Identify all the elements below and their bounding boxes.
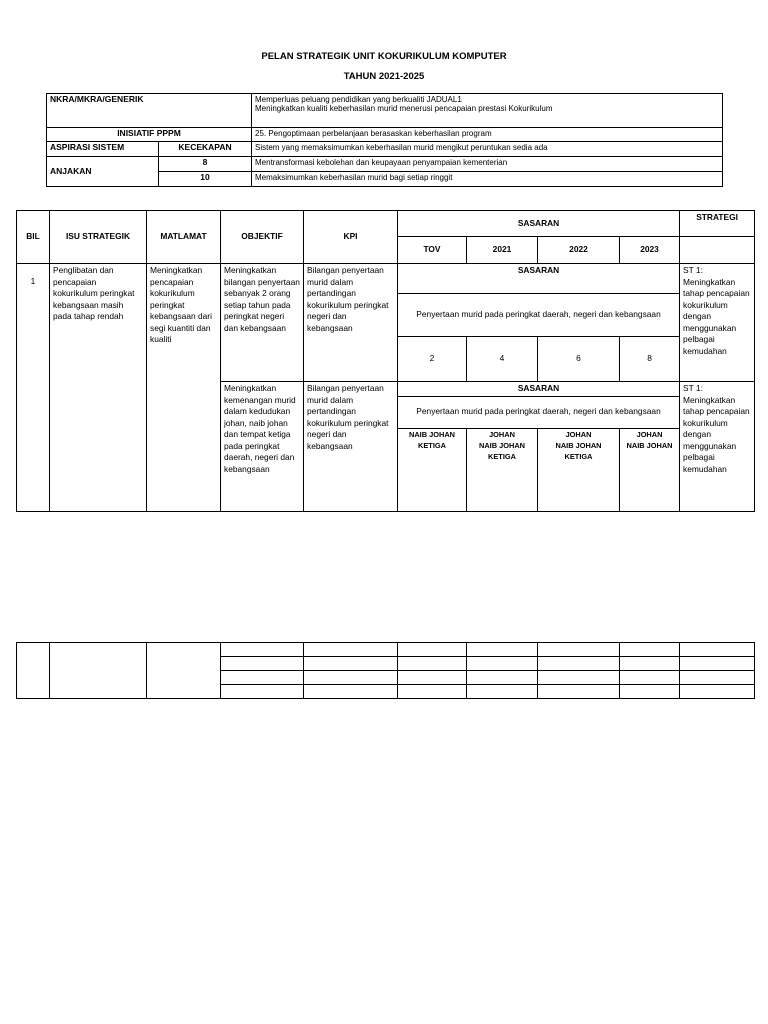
empty-cell [398,671,467,685]
target-2022-2-line-2: NAIB JOHAN [555,440,602,450]
row-sasaran-label-1: SASARAN [398,264,680,294]
header-year-2023: 2023 [620,237,680,264]
row-sasaran-desc-1: Penyertaan murid pada peringkat daerah, negeri dan kebangsaan [398,294,680,337]
empty-cell [304,657,398,671]
empty-table [16,642,755,699]
target-2023-2-line-1: JOHAN [636,429,663,439]
nkra-line-1: Memperluas peluang pendidikan yang berkualiti JADUAL1 [255,95,462,104]
row-strategi-2: ST 1: Meningkatkan tahap pencapaian kokurikulum dengan menggunakan pelbagai kemudahan [680,382,755,512]
empty-cell [680,685,755,699]
header-strategi: STRATEGI [680,211,755,237]
target-2021-2-line-3: KETIGA [488,451,516,461]
row-sasaran-desc-2: Penyertaan murid pada peringkat daerah, negeri dan kebangsaan [398,396,680,428]
target-2023-2 [620,428,680,511]
empty-cell [221,671,304,685]
empty-cell [304,671,398,685]
target-2022-1: 6 [538,337,620,382]
kecekapan-label: KECEKAPAN [159,142,252,157]
header-year-tov: TOV [398,237,467,264]
empty-cell [398,643,467,657]
document-year: TAHUN 2021-2025 [343,71,425,82]
empty-cell [467,657,538,671]
empty-cell [620,643,680,657]
target-tov-1: 2 [398,337,467,382]
empty-cell [680,671,755,685]
empty-cell [147,643,221,699]
header-bil: BIL [17,211,50,264]
row-isu-strategik: Penglibatan dan pencapaian kokurikulum peringkat kebangsaan masih pada tahap rendah [50,264,147,512]
empty-cell [221,685,304,699]
info-table [46,93,723,187]
inisiatif-value: 25. Pengoptimaan perbelanjaan berasaskan keberhasilan program [252,128,723,142]
anjakan-label: ANJAKAN [47,157,159,187]
anjakan-num-10: 10 [159,172,252,187]
empty-cell [50,643,147,699]
anjakan-num-8: 8 [159,157,252,172]
empty-cell [17,643,50,699]
empty-cell [304,643,398,657]
target-2021-2-line-1: JOHAN [489,429,515,439]
empty-cell [538,685,620,699]
target-tov-2 [398,428,467,511]
aspirasi-label: ASPIRASI SISTEM [47,142,159,157]
empty-cell [467,671,538,685]
row-objektif-1: Meningkatkan bilangan penyertaan sebanyak 2 orang setiap tahun pada peringkat negeri dan kebangsaan [221,264,304,382]
row-kpi-2: Bilangan penyertaan murid dalam pertandingan kokurikulum peringkat negeri dan kebangsaan [304,382,398,512]
row-sasaran-label-2: SASARAN [398,382,680,397]
empty-cell [398,685,467,699]
empty-cell [620,685,680,699]
anjakan-8-value: Mentransformasi kebolehan dan keupayaan penyampaian kementerian [252,157,723,172]
anjakan-10-value: Memaksimumkan keberhasilan murid bagi setiap ringgit [252,172,723,187]
target-2021-1: 4 [467,337,538,382]
empty-cell [467,685,538,699]
empty-cell [467,643,538,657]
header-objektif: OBJEKTIF [221,211,304,264]
nkra-value [252,94,723,128]
empty-cell [680,643,755,657]
empty-cell [620,671,680,685]
header-kpi: KPI [304,211,398,264]
target-2022-2-line-1: JOHAN [565,429,592,439]
empty-cell [538,671,620,685]
target-tov-2-line-1: NAIB JOHAN [409,429,455,439]
nkra-label: NKRA/MKRA/GENERIK [47,94,252,128]
empty-cell [538,643,620,657]
row-matlamat: Meningkatkan pencapaian kokurikulum peringkat kebangsaan dari segi kuantiti dan kualiti [147,264,221,512]
empty-cell [221,657,304,671]
target-2023-2-line-2: NAIB JOHAN [626,440,673,450]
target-2023-1: 8 [620,337,680,382]
header-isu-strategik: ISU STRATEGIK [50,211,147,264]
aspirasi-value: Sistem yang memaksimumkan keberhasilan murid mengikut peruntukan sedia ada [252,142,723,157]
nkra-line-2: Meningkatkan kualiti keberhasilan murid menerusi pencapaian prestasi Kokurikulum [255,104,553,113]
inisiatif-label: INISIATIF PPPM [47,128,252,142]
row-objektif-2: Meningkatkan kemenangan murid dalam kedudukan johan, naib johan dan tempat ketiga pada peringkat daerah, negeri dan kebangsaan [221,382,304,512]
target-2022-2-line-3: KETIGA [564,451,593,461]
document-title: PELAN STRATEGIK UNIT KOKURIKULUM KOMPUTER [261,51,507,62]
header-matlamat: MATLAMAT [147,211,221,264]
target-2021-2 [467,428,538,511]
header-year-2022: 2022 [538,237,620,264]
row-strategi-1: ST 1: Meningkatkan tahap pencapaian kokurikulum dengan menggunakan pelbagai kemudahan [680,264,755,382]
empty-cell [221,643,304,657]
row-kpi-1: Bilangan penyertaan murid dalam pertandingan kokurikulum peringkat negeri dan kebangsaan [304,264,398,382]
empty-cell [620,657,680,671]
header-year-2021: 2021 [467,237,538,264]
header-strategi-blank [680,237,755,264]
empty-cell [398,657,467,671]
target-tov-2-line-2: KETIGA [418,440,446,450]
row-bil: 1 [17,264,50,512]
strategic-plan-table [16,210,755,512]
target-2021-2-line-2: NAIB JOHAN [479,440,525,450]
empty-cell [304,685,398,699]
header-sasaran: SASARAN [398,211,680,237]
empty-cell [538,657,620,671]
target-2022-2 [538,428,620,511]
empty-cell [680,657,755,671]
